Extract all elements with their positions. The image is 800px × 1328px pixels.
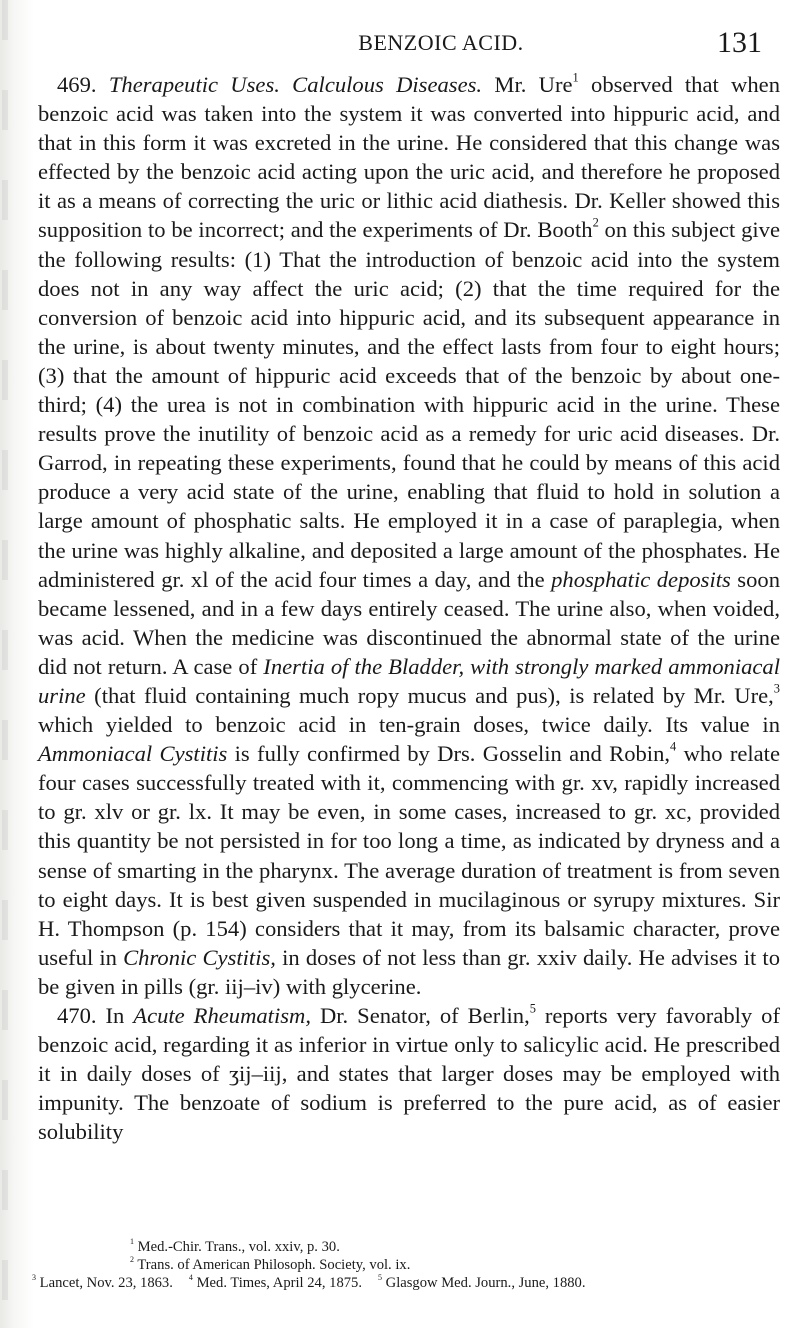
text-run: In [105, 1003, 134, 1028]
footnote-text: Med.-Chir. Trans., vol. xxiv, p. 30. [137, 1239, 340, 1255]
footnote-5 [378, 1275, 586, 1291]
section-title: Therapeutic Uses. Calculous Diseases. [108, 72, 483, 97]
text-run: in doses of not less than gr. xxiv daily. He advises it to be given in pills (gr. iij–iv) with glycerine. [38, 944, 780, 999]
text-run: observed that when benzoic acid was taken into the system it was converted into hippuric acid, and that in this form it was excreted in the urine. He considered that this change was effected by the benzoic acid acting upon the uric acid, and therefore he proposed it as a means of correcting the uric or lithic acid diathesis. Dr. Keller showed this supposition to be incorrect; and the experiments of Dr. Booth [38, 72, 780, 243]
footnotes [32, 1238, 782, 1292]
footnote-ref: 3 [773, 681, 780, 696]
text-run: on this subject give the following results: (1) That the introduction of benzoic acid into the system does not in any way affect the uric acid; (2) that the time required for the conversion of benzoic acid into hippuric acid, and its subsequent appearance in the urine, is about twenty minutes, and the effect lasts from four to eight hours; (3) that the amount of hippuric acid exceeds that of the benzoic by about one-third; (4) the urea is not in combination with hippuric acid in the urine. These results prove the inutility of benzoic acid as a remedy for uric acid diseases. Dr. Garrod, in repeating these experiments, found that he could by means of this acid produce a very acid state of the urine, enabling that fluid to hold in solution a large amount of phosphatic salts. He employed it in a case of paraplegia, when the urine was highly alkaline, and deposited a large amount of the phosphates. He administered gr. xl of the acid four times a day, and the [38, 217, 781, 592]
footnote-text: Trans. of American Philosoph. Society, vol. ix. [137, 1257, 411, 1273]
italic-term: Chronic Cystitis, [123, 944, 276, 970]
footnote-marker: 1 [130, 1237, 135, 1247]
footnote-3 [32, 1275, 173, 1291]
italic-term: Ammoniacal Cystitis [38, 741, 228, 767]
footnote-text: Med. Times, April 24, 1875. [196, 1275, 362, 1291]
footnote-1 [32, 1238, 782, 1256]
footnote-ref: 1 [572, 70, 579, 85]
running-title: BENZOIC ACID. [358, 30, 524, 55]
footnote-marker: 4 [188, 1273, 193, 1283]
footnote-row [32, 1274, 782, 1292]
body-text [38, 70, 780, 1146]
text-run: (that fluid containing much ropy mucus and pus), is related by Mr. Ure, [85, 682, 774, 708]
page-edge-shadow [2, 0, 8, 1328]
running-header [40, 18, 780, 58]
text-run: soon became lessened, and in a few days entirely ceased. The urine also, when voided, was acid. When the medicine was discontinued the abnormal state of the urine did not return. A case of [38, 566, 780, 679]
text-run: is fully confirmed by Drs. Gosselin and Robin, [227, 741, 671, 767]
paragraph-469 [38, 70, 780, 1001]
footnote-text: Lancet, Nov. 23, 1863. [39, 1275, 173, 1291]
footnote-marker: 3 [32, 1273, 37, 1283]
text-run: reports very favorably of benzoic acid, regarding it as inferior in virtue only to salicylic acid. He prescribed it in daily doses of ʒij–iij, and states that larger doses may be employed with impunity. The benzoate of sodium is preferred to the pure acid, as of easier solubility [38, 1003, 780, 1145]
footnote-4 [189, 1275, 362, 1291]
text-run: which yielded to benzoic acid in ten-grain doses, twice daily. Its value in [38, 712, 780, 738]
paragraph-470 [38, 1001, 780, 1146]
footnote-ref: 4 [670, 739, 677, 754]
footnote-ref: 2 [592, 215, 599, 230]
italic-term: phosphatic deposits [551, 566, 731, 592]
footnote-2 [32, 1256, 782, 1274]
page-number: 131 [717, 26, 762, 59]
text-run: Mr. Ure [494, 72, 573, 97]
footnote-marker: 2 [130, 1255, 135, 1265]
paragraph-number: 469. [57, 72, 97, 97]
footnote-marker: 5 [377, 1273, 382, 1283]
paragraph-number: 470. [57, 1003, 97, 1028]
italic-term: Inertia of the Bladder, with strongly marked ammoniacal urine [38, 653, 781, 708]
text-run: Dr. Senator, of Berlin, [311, 1003, 530, 1028]
footnote-text: Glasgow Med. Journ., June, 1880. [385, 1275, 586, 1291]
footnote-ref: 5 [529, 1001, 536, 1016]
italic-term: Acute Rheumatism, [133, 1003, 311, 1028]
text-run: who relate four cases successfully treated with it, commencing with gr. xv, rapidly increased to gr. xlv or gr. lx. It may be even, in some cases, increased to gr. xc, provided this quantity be not persisted in for too long a time, as indicated by dryness and a sense of smarting in the pharynx. The average duration of treatment is from seven to eight days. It is best given suspended in mucilaginous or syrupy mixtures. Sir H. Thompson (p. 154) considers that it may, from its balsamic character, prove useful in [38, 741, 780, 970]
